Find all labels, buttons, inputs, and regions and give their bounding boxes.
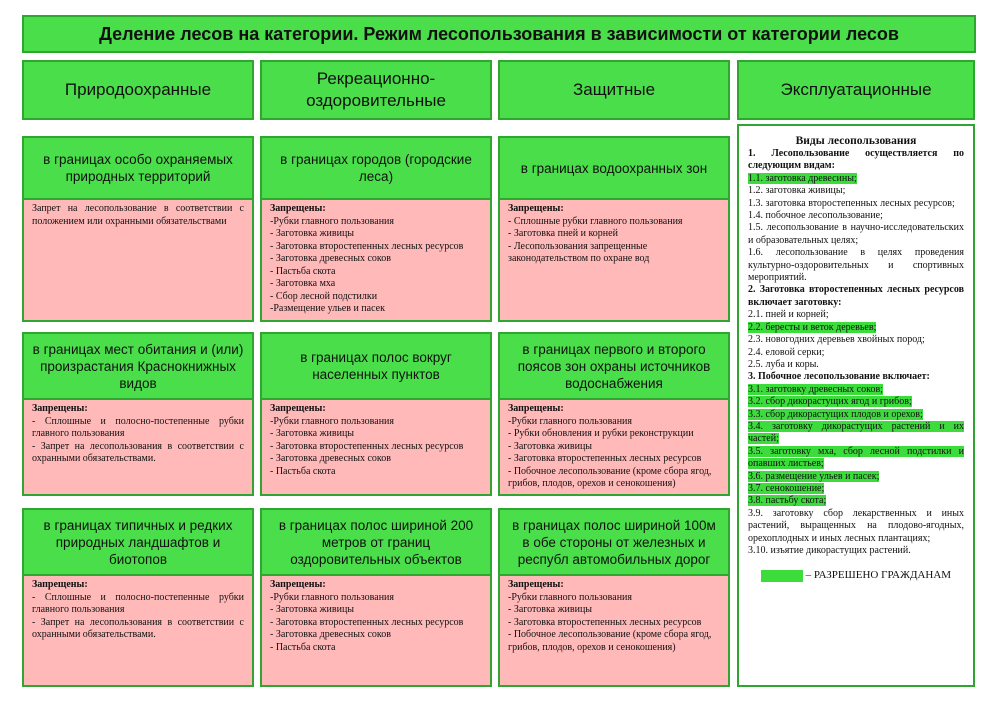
usage-item — [748, 409, 964, 421]
usage-item — [748, 210, 964, 222]
restriction-item: - Заготовка второстепенных лесных ресурсов — [508, 616, 702, 628]
usage-item — [748, 173, 964, 185]
usage-item — [748, 247, 964, 284]
restriction-item: - Запрет на лесопользования в соответствии с охранными обязательствами. — [32, 616, 244, 640]
restrictions-label: Запрещены: — [270, 403, 326, 414]
usage-item — [748, 371, 964, 383]
usage-item — [748, 508, 964, 545]
usage-item — [748, 471, 964, 483]
restriction-item: - Лесопользования запрещенные законодательством по охране вод — [508, 240, 650, 264]
usage-item — [748, 545, 964, 557]
restrictions-label: Запрещены: — [508, 579, 564, 590]
usage-item — [748, 222, 964, 247]
restrictions-label: Запрещены: — [32, 403, 88, 414]
category-header-nature: Природоохранные — [22, 60, 254, 120]
page-title: Деление лесов на категории. Режим лесопользования в зависимости от категории лесов — [22, 15, 976, 53]
restriction-item: - Заготовка древесных соков — [270, 629, 392, 640]
restrictions-box — [260, 400, 492, 496]
zone-heading: в границах типичных и редких природных ландшафтов и биотопов — [22, 508, 254, 576]
usage-item-text: 3.7. сенокошение; — [748, 482, 825, 494]
zone-heading: в границах полос шириной 200 метров от границ оздоровительных объектов — [260, 508, 492, 576]
legend — [748, 569, 964, 581]
restriction-item: - Заготовка второстепенных лесных ресурсов — [270, 440, 464, 452]
zone-heading: в границах мест обитания и (или) произрастания Краснокнижных видов — [22, 332, 254, 400]
zone-heading: в границах городов (городские леса) — [260, 136, 492, 200]
restriction-item: Запрет на лесопользование в соответствии с положением или охранными обязательствами — [32, 203, 244, 227]
usage-item — [748, 309, 964, 321]
legend-swatch — [761, 570, 803, 582]
restrictions-box — [22, 200, 254, 322]
usage-item-text: 1.4. побочное лесопользование; — [748, 210, 883, 222]
restriction-item: - Рубки обновления и рубки реконструкции — [508, 428, 694, 439]
usage-item-text: 2.5. луба и коры. — [748, 358, 819, 370]
restriction-item: - Сплошные рубки главного пользования — [508, 215, 683, 227]
usage-item-text: 3.10. изъятие дикорастущих растений. — [748, 545, 911, 556]
zone-heading: в границах водоохранных зон — [498, 136, 730, 200]
restriction-item: - Побочное лесопользование (кроме сбора ягод, грибов, плодов, орехов и сенокошения) — [508, 465, 712, 489]
usage-item — [748, 359, 964, 371]
usage-item-text: 3.8. пастьбу скота; — [748, 495, 827, 507]
zone-heading: в границах полос шириной 100м в обе стороны от железных и республ автомобильных дорог — [498, 508, 730, 576]
restrictions-label: Запрещены: — [270, 203, 326, 214]
usage-item — [748, 483, 964, 495]
zone-heading: в границах полос вокруг населенных пунктов — [260, 332, 492, 400]
restrictions-label: Запрещены: — [270, 579, 326, 590]
usage-item — [748, 384, 964, 396]
restrictions-box — [498, 576, 730, 687]
exploitation-heading: Виды лесопользования — [795, 135, 917, 147]
usage-item — [748, 322, 964, 334]
usage-item — [748, 347, 964, 359]
usage-item-text: 1. Лесопользование осуществляется по следующим видам: — [748, 148, 964, 172]
exploitation-panel — [737, 124, 975, 687]
usage-item — [748, 495, 964, 507]
usage-item-text: 2.2. бересты и веток деревьев; — [748, 321, 877, 333]
usage-item-text: 3.4. заготовку дикорастущих растений и их частей; — [748, 420, 964, 445]
usage-item-text: 3. Побочное лесопользование включает: — [748, 371, 930, 383]
usage-item — [748, 284, 964, 309]
restriction-item: - Заготовка мха — [270, 278, 336, 289]
exploitation-list — [748, 148, 964, 557]
restriction-item: - Заготовка живицы — [270, 228, 355, 239]
usage-item-text: 3.1. заготовку древесных соков; — [748, 383, 883, 395]
category-header-protective: Защитные — [498, 60, 730, 120]
restriction-item: - Заготовка древесных соков — [270, 253, 392, 264]
restrictions-box — [498, 200, 730, 322]
restriction-item: - Запрет на лесопользования в соответствии с охранными обязательствами. — [32, 440, 244, 464]
usage-item-text: 3.3. сбор дикорастущих плодов и орехов; — [748, 408, 923, 420]
restrictions-label: Запрещены: — [508, 203, 564, 214]
usage-item-text: 3.9. заготовку сбор лекарственных и иных растений, выращенных на плодово-ягодных, орехоплодных и иных лесных плантациях; — [748, 507, 964, 544]
restriction-item: - Побочное лесопользование (кроме сбора ягод, грибов, плодов, орехов и сенокошения) — [508, 629, 712, 653]
restriction-item: - Заготовка пней и корней — [508, 228, 618, 239]
usage-item — [748, 396, 964, 408]
zone-heading: в границах особо охраняемых природных территорий — [22, 136, 254, 200]
restriction-item: -Рубки главного пользования — [270, 415, 394, 427]
restrictions-box — [22, 400, 254, 496]
usage-item — [748, 446, 964, 471]
restriction-item: - Заготовка второстепенных лесных ресурсов — [270, 240, 464, 252]
usage-item — [748, 198, 964, 210]
restrictions-box — [260, 576, 492, 687]
restriction-item: -Размещение ульев и пасек — [270, 303, 385, 314]
category-header-recreation: Рекреационно- оздоровительные — [260, 60, 492, 120]
usage-item-text: 2.3. новогодних деревьев хвойных пород; — [748, 334, 925, 346]
usage-item — [748, 421, 964, 446]
usage-item-text: 1.3. заготовка второстепенных лесных ресурсов; — [748, 197, 955, 209]
usage-item-text: 1.1. заготовка древесины; — [748, 172, 857, 184]
restriction-item: - Заготовка живицы — [270, 428, 355, 439]
restriction-item: - Пастьба скота — [270, 641, 336, 653]
zone-heading: в границах первого и второго поясов зон охраны источников водоснабжения — [498, 332, 730, 400]
restriction-item: - Пастьба скота — [270, 465, 336, 477]
restriction-item: - Заготовка древесных соков — [270, 453, 392, 464]
restrictions-label: Запрещены: — [508, 403, 564, 414]
restriction-item: - Пастьба скота — [270, 265, 336, 277]
restrictions-label: Запрещены: — [32, 579, 88, 590]
restrictions-box — [22, 576, 254, 687]
restriction-item: -Рубки главного пользования — [508, 591, 632, 603]
restrictions-box — [498, 400, 730, 496]
usage-item-text: 3.5. заготовку мха, сбор лесной подстилки и опавших листьев; — [748, 445, 964, 470]
restriction-item: - Сбор лесной подстилки — [270, 290, 378, 302]
restriction-item: - Заготовка второстепенных лесных ресурсов — [508, 453, 702, 464]
usage-item-text: 3.6. размещение ульев и пасек; — [748, 470, 880, 482]
restriction-item: - Заготовка второстепенных лесных ресурсов — [270, 616, 464, 628]
usage-item-text: 2. Заготовка второстепенных лесных ресурсов включает заготовку: — [748, 284, 964, 308]
restriction-item: -Рубки главного пользования — [508, 415, 632, 427]
legend-label: – РАЗРЕШЕНО ГРАЖДАНАМ — [805, 569, 952, 582]
restriction-item: - Сплошные и полосно-постепенные рубки главного пользования — [32, 415, 244, 439]
category-header-exploitation: Эксплуатационные — [737, 60, 975, 120]
restriction-item: - Заготовка живицы — [270, 604, 355, 615]
restriction-item: -Рубки главного пользования — [270, 215, 394, 227]
usage-item-text: 3.2. сбор дикорастущих ягод и грибов; — [748, 396, 912, 408]
restriction-item: -Рубки главного пользования — [270, 591, 394, 603]
usage-item — [748, 148, 964, 173]
usage-item-text: 2.1. пней и корней; — [748, 309, 829, 321]
restrictions-box — [260, 200, 492, 322]
usage-item-text: 1.6. лесопользование в целях проведения культурно-оздоровительных и спортивных мероприятий. — [748, 247, 964, 284]
usage-item — [748, 185, 964, 197]
restriction-item: - Сплошные и полосно-постепенные рубки главного пользования — [32, 591, 244, 615]
usage-item-text: 1.5. лесопользование в научно-исследовательских и образовательных целях; — [748, 222, 964, 246]
restriction-item: - Заготовка живицы — [508, 604, 593, 615]
restriction-item: - Заготовка живицы — [508, 440, 593, 452]
usage-item-text: 2.4. еловой серки; — [748, 346, 825, 358]
usage-item-text: 1.2. заготовка живицы; — [748, 185, 846, 197]
usage-item — [748, 334, 964, 346]
